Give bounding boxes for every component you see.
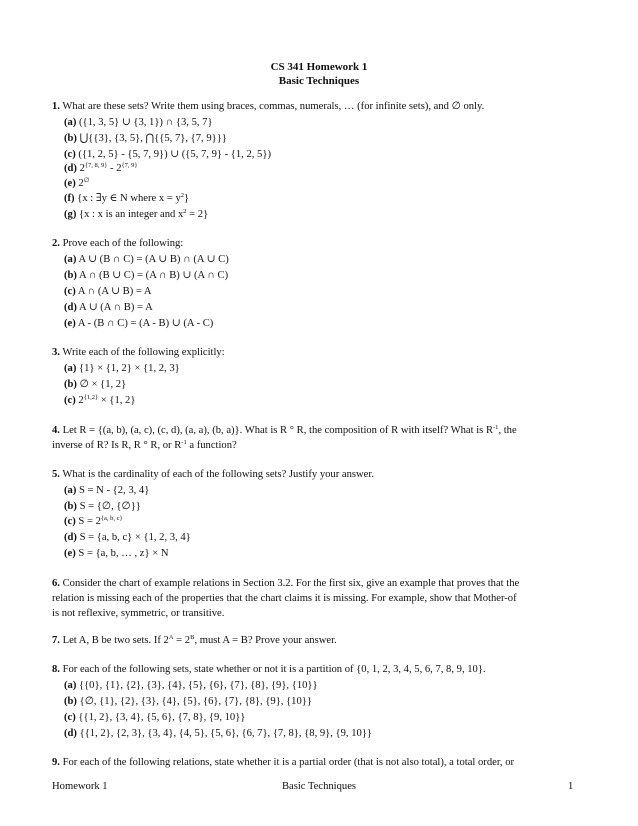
question-1 [52,101,484,113]
question-1c: (c) ({1, 2, 5} - {5, 7, 9}) ∪ ({5, 7, 9} - {1, 2, 5}) [64,149,271,160]
question-text: Prove each of the following: [62,238,184,249]
question-8a: (a) {{0}, {1}, {2}, {3}, {4}, {5}, {6}, {7}, {8}, {9}, {10}} [64,680,318,691]
question-number: 6. [52,578,60,589]
footer-page-number: 1 [568,781,574,792]
question-number: 9. [52,757,60,768]
footer-center: Basic Techniques [281,781,357,792]
question-1b: (b) ⋃{{3}, {3, 5}, ⋂{{5, 7}, {7, 9}}} [64,133,227,144]
question-1d: (d) $2^{\{7, 8, 9\}} - 2^{\{7, 9\}}$ [64,162,138,174]
footer-left: Homework 1 [52,781,108,792]
question-5b: (b) S = {∅, {∅}} [64,501,141,512]
question-number: 4. [52,425,60,436]
question-number: 5. [52,469,60,480]
question-text: What is the cardinality of each of the following sets? Justify your answer. [62,469,374,480]
question-1g: (g) {x : x is an integer and $x^2 = 2$} [64,208,209,220]
page-title: CS 341 Homework 1 [270,61,368,73]
question-8c: (c) {{1, 2}, {3, 4}, {5, 6}, {7, 8}, {9, 10}} [64,712,246,723]
question-5a: (a) S = N - {2, 3, 4} [64,485,150,496]
question-text: For each of the following sets, state whether or not it is a partition of {0, 1, 2, 3, 4, 5, 6, 7, 8, 9, 10}. [62,664,486,675]
question-2a: (a) A ∪ (B ∩ C) = (A ∪ B) ∩ (A ∪ C) [64,254,229,265]
question-1f: (f) {x : ∃y ∈ N where $x = y^2$} [64,192,190,204]
question-2d: (d) A ∪ (A ∩ B) = A [64,302,153,313]
question-number: 7. [52,635,60,646]
question-2c: (c) A ∩ (A ∪ B) = A [64,286,152,297]
question-9: 9. For each of the following relations, state whether it is a partial order (that is not also total), a total order, or [52,757,515,768]
question-4-line-2: inverse of R? Is R, R ° R, or $R^{-1}$ a function? [52,439,237,451]
question-6: 6. Consider the chart of example relations in Section 3.2. For the first six, give an example that proves that the [52,578,520,589]
question-4: 4. Let R = {(a, b), (a, c), (c, d), (a, a), (b, a)}. What is R ° R, the composition of R with itself? What is $R^{-1}$, the [52,424,517,436]
question-text: What are these sets? Write them using braces, commas, numerals, … (for infinite sets), and ∅ only. [62,101,485,112]
page-subtitle: Basic Techniques [278,75,360,87]
question-5e: (e) S = {a, b, … , z} × N [64,548,169,559]
question-number: 1. [52,101,60,112]
question-5 [52,469,374,481]
question-8 [52,664,486,676]
question-text: Write each of the following explicitly: [62,347,225,358]
question-5d: (d) S = {a, b, c} × {1, 2, 3, 4} [64,532,191,543]
question-3 [52,347,225,359]
question-2e: (e) A - (B ∩ C) = (A - B) ∪ (A - C) [64,318,214,329]
question-1a: (a) ({1, 3, 5} ∪ {3, 1}) ∩ {3, 5, 7} [64,117,213,128]
question-2b: (b) A ∩ (B ∪ C) = (A ∩ B) ∪ (A ∩ C) [64,270,229,281]
question-2 [52,238,183,250]
question-8b: (b) {∅, {1}, {2}, {3}, {4}, {5}, {6}, {7}, {8}, {9}, {10}} [64,696,312,707]
question-number: 8. [52,664,60,675]
question-5c: (c) $S = 2^{\{a, b, c\}}$ [64,515,123,527]
question-3b: (b) ∅ × {1, 2} [64,379,127,390]
question-3c: (c) $2^{\{1,2\}} \times \{1$, 2} [64,394,136,406]
question-1e: (e) 2∅ [64,177,90,189]
question-6-line-3: is not reflexive, symmetric, or transitive. [52,608,225,619]
question-number: 2. [52,238,60,249]
question-7: 7. Let A, B be two sets. If $2^A = 2^B$, must A = B? Prove your answer. [52,634,337,646]
question-6-line-2: relation is missing each of the properties that the chart claims it is missing. For example, show that Mother-of [52,593,517,604]
question-8d: (d) {{1, 2}, {2, 3}, {3, 4}, {4, 5}, {5, 6}, {6, 7}, {7, 8}, {8, 9}, {9, 10}} [64,728,372,739]
question-number: 3. [52,347,60,358]
question-3a: (a) {1} × {1, 2} × {1, 2, 3} [64,363,180,374]
